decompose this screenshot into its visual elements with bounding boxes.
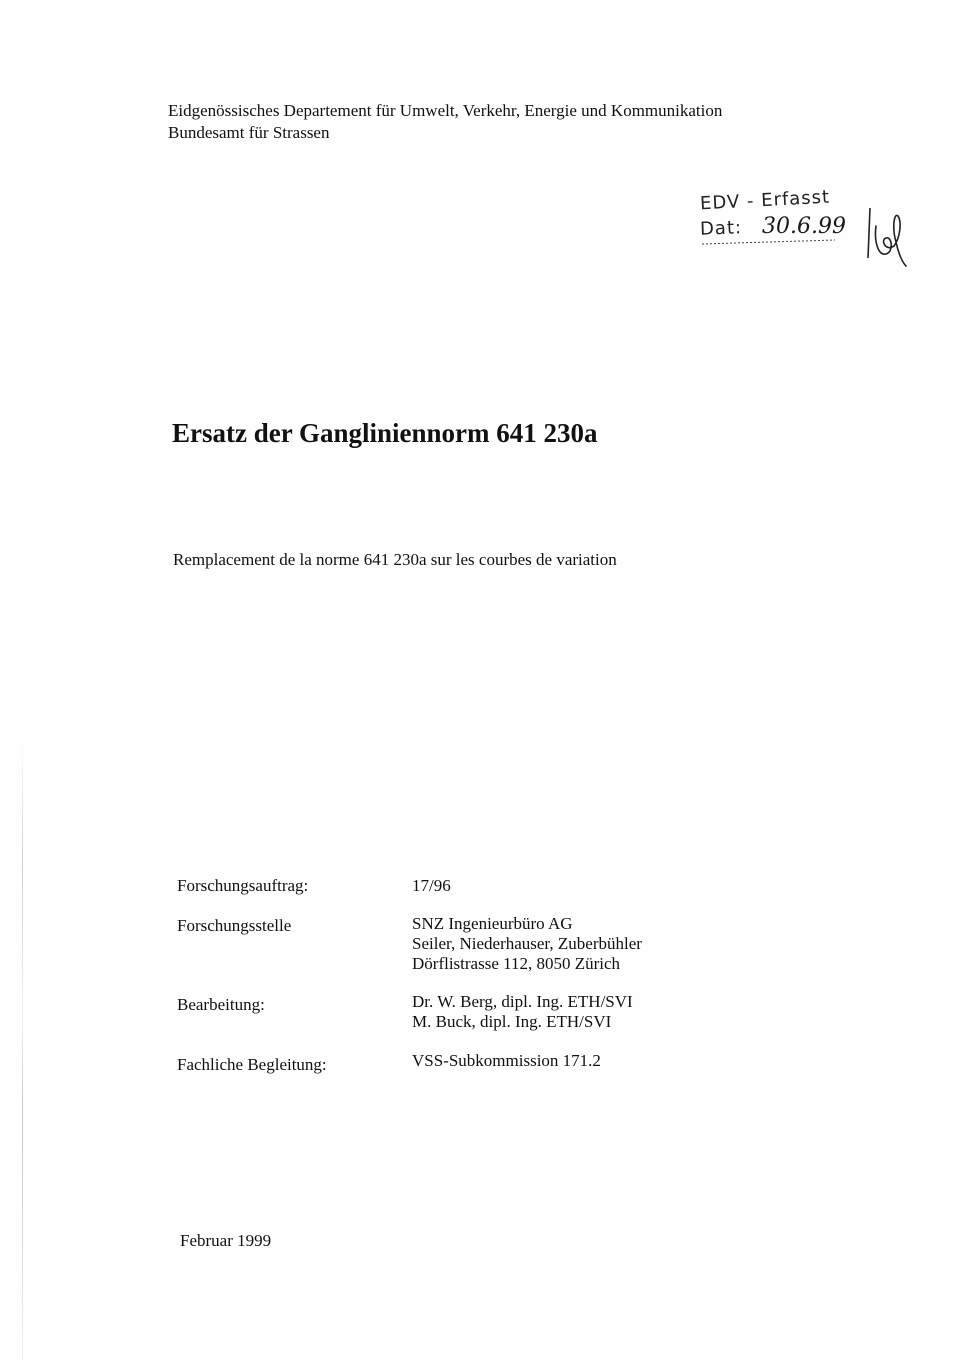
office-name: Bundesamt für Strassen [168,123,330,142]
technical-support-value [412,1051,601,1071]
scan-edge-line [22,740,23,1360]
publication-date: Februar 1999 [180,1231,272,1250]
institute-address: Dörflistrasse 112, 8050 Zürich [412,954,621,973]
authors-value [412,992,633,1032]
research-institute-label: Forschungsstelle [177,916,292,935]
department-name: Eidgenössisches Departement für Umwelt, Verkehr, Energie und Kommunikation [168,101,723,120]
institute-partners: Seiler, Niederhauser, Zuberbühler [412,934,642,953]
author-1: Dr. W. Berg, dipl. Ing. ETH/SVI [412,992,633,1011]
subcommission-name: VSS-Subkommission 171.2 [412,1051,601,1070]
author-2: M. Buck, dipl. Ing. ETH/SVI [412,1012,612,1031]
research-contract-label: Forschungsauftrag: [177,876,309,895]
stamp-initials-signature [700,186,930,276]
stamp-label: EDV - Erfasst [699,186,831,215]
research-contract-number: 17/96 [412,876,451,895]
research-institute-value [412,914,642,974]
document-title: Ersatz der Gangliniennorm 641 230a [172,418,598,448]
authors-label: Bearbeitung: [177,995,265,1014]
issuing-authority [168,100,722,144]
document-subtitle: Remplacement de la norme 641 230a sur les courbes de variation [173,550,617,569]
stamp-handwritten-date: 30.6.99 [762,214,846,239]
institute-name: SNZ Ingenieurbüro AG [412,914,573,933]
stamp-date-label: Dat: [699,217,743,240]
research-contract-value [412,876,451,896]
technical-support-label: Fachliche Begleitung: [177,1055,327,1074]
edv-stamp [700,186,930,276]
